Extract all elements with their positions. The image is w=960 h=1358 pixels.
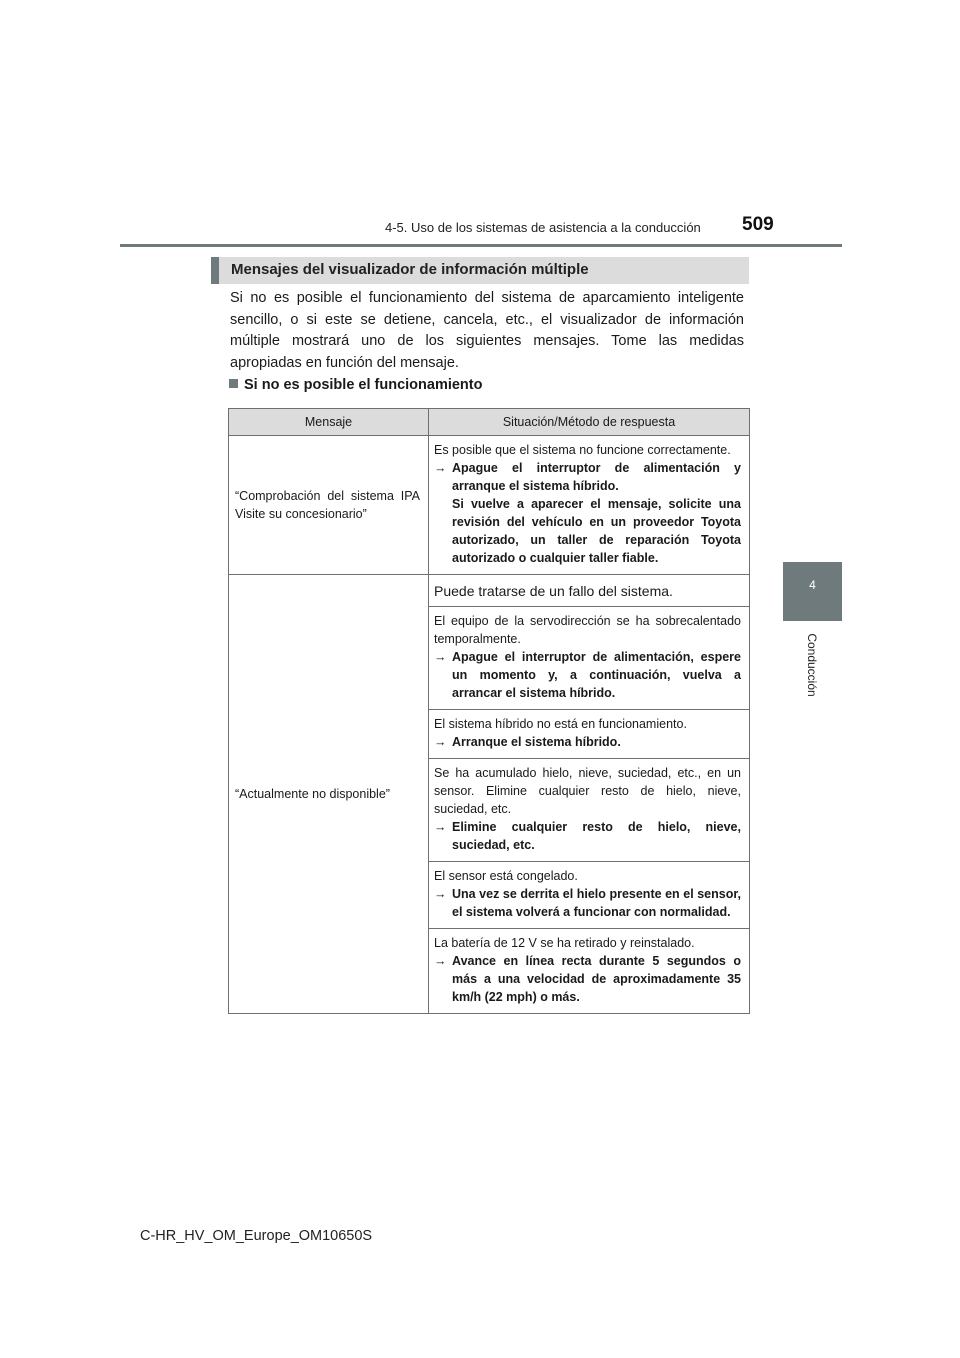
situation-text: Es posible que el sistema no funcione correctamente.	[434, 443, 731, 457]
arrow-icon: →	[434, 887, 447, 901]
arrow-icon: →	[434, 735, 447, 749]
action-text: Avance en línea recta durante 5 segundos o más a una velocidad de aproximadamente 35 km/h (22 mph) o más.	[452, 954, 741, 1004]
table-row	[229, 436, 750, 575]
action-item	[434, 952, 741, 1006]
header-message: Mensaje	[229, 409, 429, 436]
header-section-title: 4-5. Uso de los sistemas de asistencia a la conducción	[385, 220, 701, 235]
situation-text: La batería de 12 V se ha retirado y reinstalado.	[434, 936, 695, 950]
table-row	[229, 575, 750, 607]
action-text: Apague el interruptor de alimentación y arranque el sistema híbrido.	[452, 461, 741, 493]
action-item	[434, 818, 741, 854]
action-extra: Si vuelve a aparecer el mensaje, solicite una revisión del vehículo en un proveedor Toyota autorizado, un taller de reparación Toyota autorizado o cualquier taller fiable.	[452, 497, 741, 565]
messages-table	[228, 408, 750, 1014]
situation-text: Puede tratarse de un fallo del sistema.	[434, 583, 673, 599]
situation-cell	[429, 710, 750, 759]
chapter-label: Conducción	[805, 633, 819, 697]
arrow-icon: →	[434, 820, 447, 834]
section-heading-bar	[211, 257, 749, 284]
action-item	[434, 459, 741, 495]
action-text: Apague el interruptor de alimentación, espere un momento y, a continuación, vuelva a arrancar el sistema híbrido.	[452, 650, 741, 700]
action-item	[434, 733, 741, 751]
section-title: Mensajes del visualizador de información múltiple	[231, 261, 589, 278]
situation-cell	[429, 759, 750, 862]
subheading-text: Si no es posible el funcionamiento	[244, 377, 483, 393]
situation-cell	[429, 607, 750, 710]
page-number: 509	[742, 214, 774, 235]
chapter-number: 4	[809, 578, 816, 592]
header-rule	[120, 244, 842, 247]
message-cell: “Comprobación del sistema IPA Visite su concesionario”	[229, 436, 429, 575]
situation-text: Se ha acumulado hielo, nieve, suciedad, etc., en un sensor. Elimine cualquier resto de hielo, nieve, suciedad, etc.	[434, 766, 741, 816]
action-item	[434, 885, 741, 921]
situation-cell	[429, 862, 750, 929]
action-text: Elimine cualquier resto de hielo, nieve, suciedad, etc.	[452, 820, 741, 852]
header-situation: Situación/Método de respuesta	[429, 409, 750, 436]
action-text: Arranque el sistema híbrido.	[452, 735, 621, 749]
table-header-row	[229, 409, 750, 436]
situation-text: El sistema híbrido no está en funcionamiento.	[434, 717, 687, 731]
situation-cell	[429, 575, 750, 607]
arrow-icon: →	[434, 461, 447, 475]
situation-text: El equipo de la servodirección se ha sobrecalentado temporalmente.	[434, 614, 741, 646]
subheading	[229, 377, 482, 393]
action-item	[434, 648, 741, 702]
footer-document-code: C-HR_HV_OM_Europe_OM10650S	[140, 1228, 373, 1244]
chapter-tab	[783, 562, 842, 621]
square-bullet-icon	[229, 379, 238, 388]
arrow-icon: →	[434, 954, 447, 968]
message-cell: “Actualmente no disponible”	[229, 575, 429, 1014]
situation-cell	[429, 929, 750, 1014]
situation-text: El sensor está congelado.	[434, 869, 578, 883]
arrow-icon: →	[434, 650, 447, 664]
action-text: Una vez se derrita el hielo presente en el sensor, el sistema volverá a funcionar con normalidad.	[452, 887, 741, 919]
situation-cell	[429, 436, 750, 575]
intro-paragraph: Si no es posible el funcionamiento del sistema de aparcamiento inteligente sencillo, o si este se detiene, cancela, etc., el visualizador de información múltiple mostrará uno de los siguientes mensajes. Tome las medidas apropiadas en función del mensaje.	[230, 290, 744, 371]
